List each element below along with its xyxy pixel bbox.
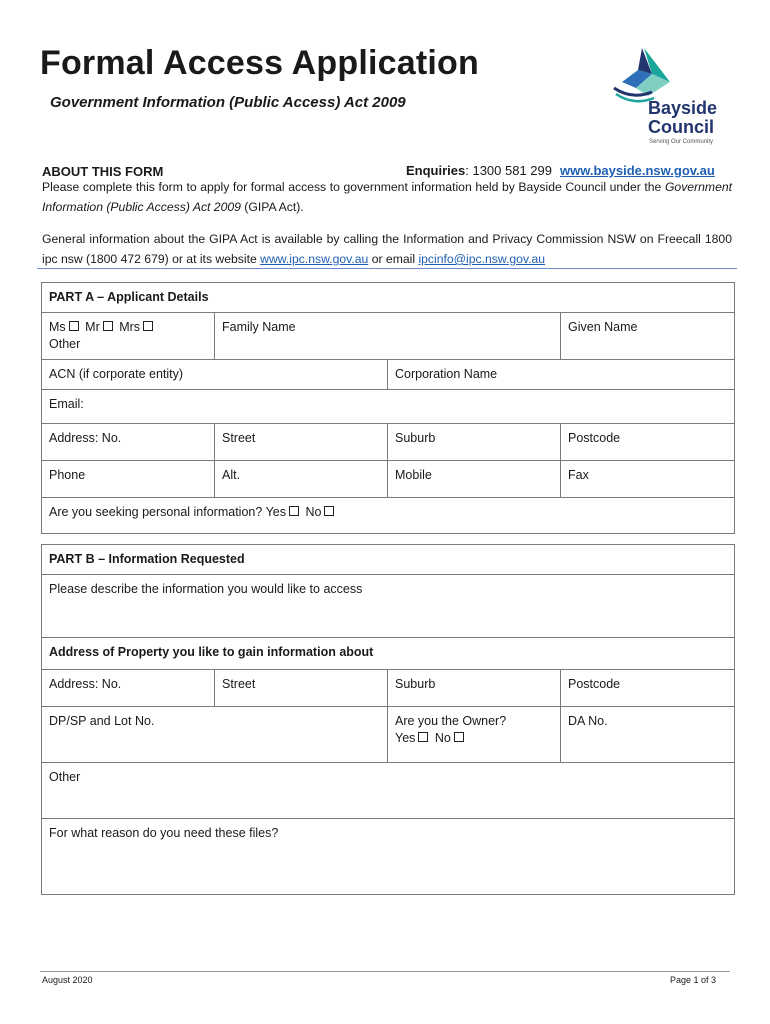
information-description-field[interactable]: Please describe the information you would like to access — [42, 575, 735, 638]
owner-no-checkbox[interactable] — [454, 732, 464, 742]
about-heading: ABOUT THIS FORM — [42, 164, 164, 179]
enquiries-label: Enquiries — [406, 163, 466, 178]
address-no-field[interactable]: Address: No. — [42, 424, 215, 461]
email-field[interactable]: Email: — [42, 390, 735, 424]
page-title: Formal Access Application — [40, 44, 479, 82]
personal-yes-checkbox[interactable] — [289, 506, 299, 516]
title-ms-label: Ms — [49, 320, 66, 334]
corporation-name-field[interactable]: Corporation Name — [388, 360, 735, 390]
personal-no-checkbox[interactable] — [324, 506, 334, 516]
gipa-paragraph — [42, 229, 732, 269]
personal-no-label: No — [305, 505, 322, 519]
mr-checkbox[interactable] — [103, 321, 113, 331]
property-address-heading: Address of Property you like to gain information about — [42, 638, 735, 670]
personal-info-label: Are you seeking personal information? — [49, 505, 263, 519]
owner-no-label: No — [434, 731, 451, 745]
intro-act-name: Government Information (Public Access) Act 2009 — [42, 180, 733, 214]
intro-paragraph — [42, 177, 732, 217]
family-name-field[interactable]: Family Name — [215, 313, 561, 360]
title-field — [42, 313, 215, 360]
postcode-field[interactable]: Postcode — [561, 424, 735, 461]
title-mr-label: Mr — [85, 320, 100, 334]
ipc-email-link[interactable]: ipcinfo@ipc.nsw.gov.au — [418, 252, 546, 266]
alt-phone-field[interactable]: Alt. — [215, 461, 388, 498]
owner-question-label: Are you the Owner? — [395, 714, 507, 728]
mrs-checkbox[interactable] — [143, 321, 153, 331]
intro-end: (GIPA Act). — [240, 200, 304, 214]
page-subtitle: Government Information (Public Access) Act 2009 — [50, 94, 406, 111]
gipa-text: General information about the GIPA Act is available by calling the Information and Privacy Commission NSW on Freecall 1800 ipc nsw (1800 472 679) or at its website — [42, 232, 732, 266]
intro-text: Please complete this form to apply for formal access to government information held by Bayside Council under the — [42, 180, 662, 194]
ms-checkbox[interactable] — [69, 321, 79, 331]
da-no-field[interactable]: DA No. — [561, 707, 735, 763]
property-street-field[interactable]: Street — [215, 670, 388, 707]
suburb-field[interactable]: Suburb — [388, 424, 561, 461]
fax-field[interactable]: Fax — [561, 461, 735, 498]
title-other-label: Other — [49, 337, 81, 351]
ipc-website-link[interactable]: www.ipc.nsw.gov.au — [260, 252, 369, 266]
part-a-table — [41, 282, 735, 534]
phone-field[interactable]: Phone — [42, 461, 215, 498]
footer-page-number: Page 1 of 3 — [670, 975, 717, 985]
logo-name-line1: Bayside — [648, 98, 718, 118]
enquiries-line — [406, 163, 715, 178]
footer-divider — [40, 971, 730, 972]
logo-name-line2: Council — [648, 117, 714, 137]
section-divider — [37, 268, 737, 269]
dp-lot-field[interactable]: DP/SP and Lot No. — [42, 707, 388, 763]
mobile-field[interactable]: Mobile — [388, 461, 561, 498]
council-website-link[interactable]: www.bayside.nsw.gov.au — [560, 163, 715, 178]
or-email-text: or email — [368, 252, 419, 266]
bayside-council-logo — [608, 44, 738, 146]
owner-yes-label: Yes — [395, 731, 416, 745]
given-name-field[interactable]: Given Name — [561, 313, 735, 360]
street-field[interactable]: Street — [215, 424, 388, 461]
personal-yes-label: Yes — [265, 505, 286, 519]
logo-tagline: Serving Our Community — [649, 139, 714, 145]
title-mrs-label: Mrs — [119, 320, 141, 334]
reason-field[interactable]: For what reason do you need these files? — [42, 819, 735, 895]
part-b-heading: PART B – Information Requested — [42, 545, 735, 575]
enquiries-phone: : 1300 581 299 — [465, 163, 552, 178]
part-b-table — [41, 544, 735, 895]
owner-yes-checkbox[interactable] — [418, 732, 428, 742]
personal-info-question — [42, 498, 735, 534]
other-field[interactable]: Other — [42, 763, 735, 819]
property-suburb-field[interactable]: Suburb — [388, 670, 561, 707]
footer-date: August 2020 — [42, 975, 93, 985]
property-postcode-field[interactable]: Postcode — [561, 670, 735, 707]
acn-field[interactable]: ACN (if corporate entity) — [42, 360, 388, 390]
part-a-heading: PART A – Applicant Details — [42, 283, 735, 313]
owner-question — [388, 707, 561, 763]
property-address-no-field[interactable]: Address: No. — [42, 670, 215, 707]
